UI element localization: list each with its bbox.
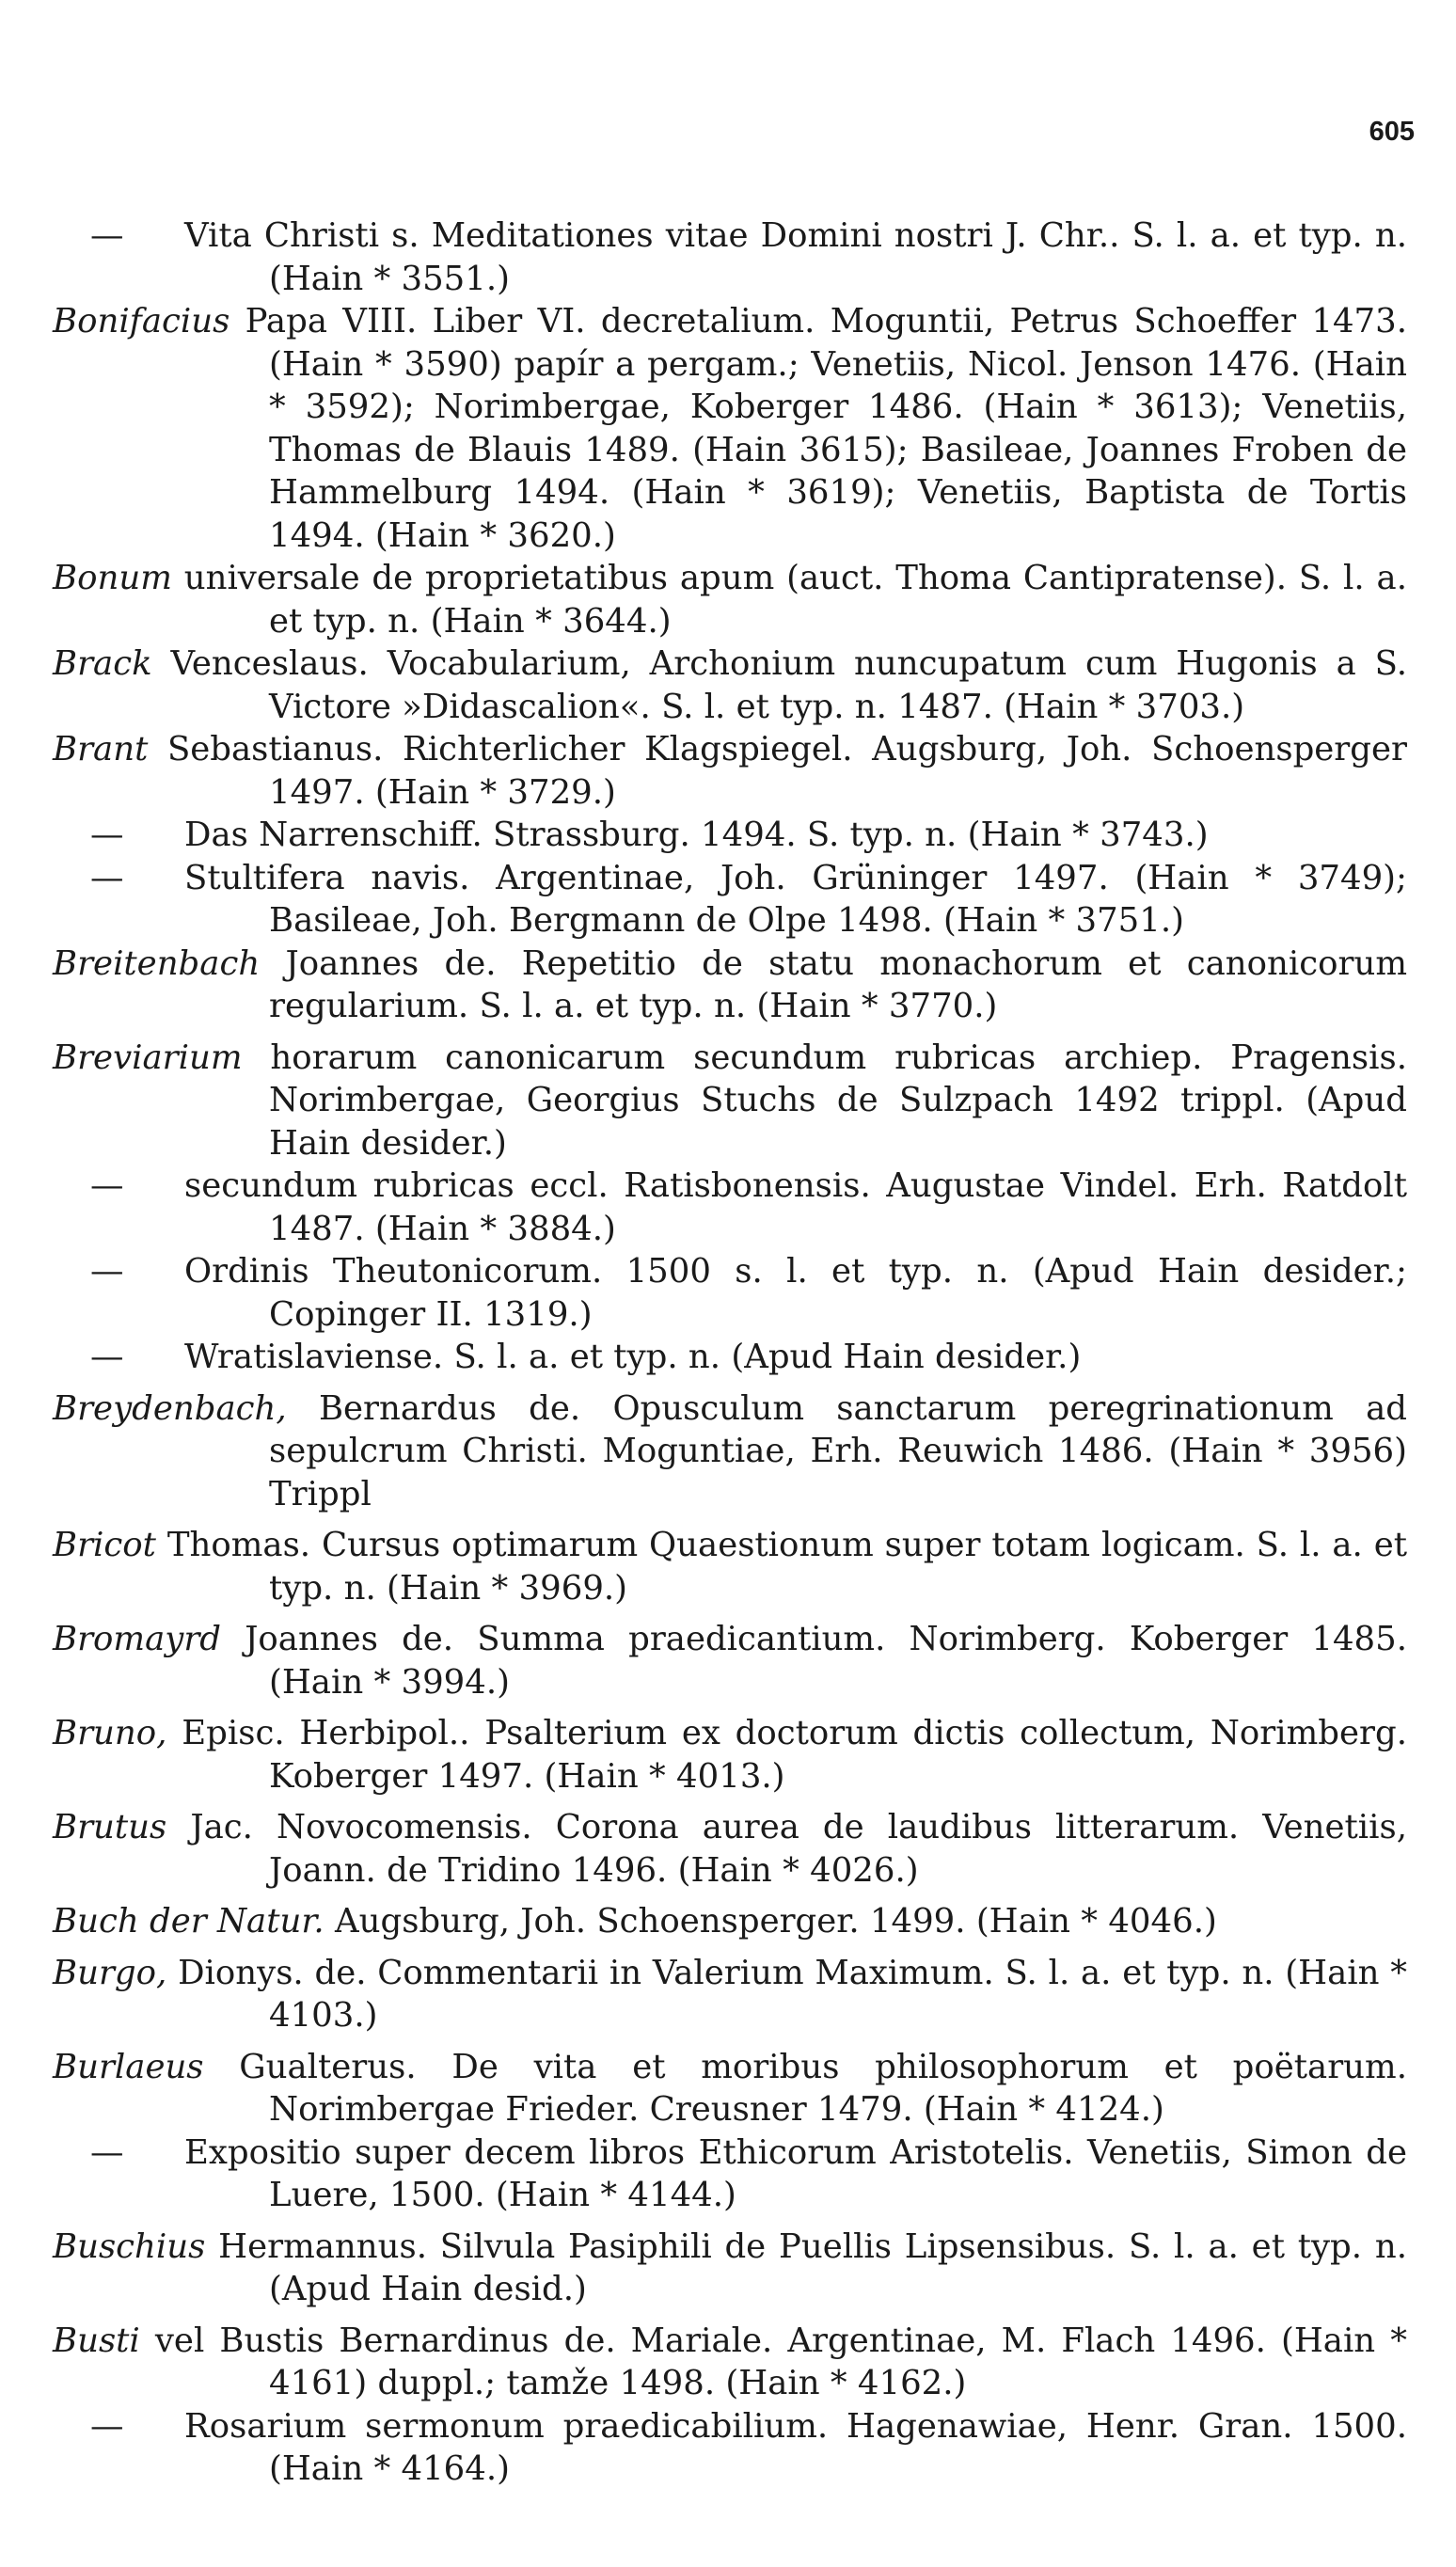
entry-lemma: Breviarium [53,1038,243,1077]
entry-lemma: Bonum [53,559,172,597]
entry-text: Augsburg, Joh. Schoensperger. 1499. (Hain * 4046.) [334,1902,1217,1941]
list-item [53,642,1407,728]
list-item [53,2405,1407,2491]
dash: — [90,816,124,854]
list-item [53,1037,1407,1165]
bibliography-list [53,214,1407,2491]
entry-lemma: Breitenbach [53,943,261,983]
dash: — [90,2406,124,2446]
list-item [53,728,1407,814]
list-item [53,1900,1407,1943]
entry-text: Venceslaus. Vocabularium, Archonium nuncupatum cum Hugonis a S. Victore »Didascalion«. S. l. et typ. n. 1487. (Hain * 3703.) [170,644,1407,726]
dash: — [90,2132,124,2172]
entry-text: Sebastianus. Richterlicher Klagspiegel. Augsburg, Joh. Schoensperger 1497. (Hain * 3729.) [166,730,1407,812]
dash: — [90,858,124,897]
entry-text: Vita Christi s. Meditationes vitae Domini nostri J. Chr.. S. l. a. et typ. n. (Hain * 3551.) [184,216,1407,298]
dash: — [90,1166,124,1205]
entry-text: Joannes de. Summa praedicantium. Norimberg. Koberger 1485. (Hain * 3994.) [245,1620,1407,1702]
list-item [53,1806,1407,1892]
entry-lemma: Brant [53,730,149,769]
list-item [53,1250,1407,1336]
dash: — [90,1338,124,1376]
entry-text: Episc. Herbipol.. Psalterium ex doctorum dictis collectum, Norimberg. Koberger 1497. (Hain * 4013.) [182,1714,1407,1796]
entry-text: Ordinis Theutonicorum. 1500 s. l. et typ. n. (Apud Hain desider.; Copinger II. 1319.) [184,1252,1407,1334]
entry-text: Joannes de. Repetitio de statu monachorum et canonicorum regularium. S. l. a. et typ. n. (Hain * 3770.) [269,943,1407,1025]
entry-text: Expositio super decem libros Ethicorum Aristotelis. Venetiis, Simon de Luere, 1500. (Hain * 4144.) [184,2132,1407,2214]
entry-text: Jac. Novocomensis. Corona aurea de laudibus litterarum. Venetiis, Joann. de Tridino 1496. (Hain * 4026.) [190,1808,1407,1890]
entry-text: Hermannus. Silvula Pasiphili de Puellis Lipsensibus. S. l. a. et typ. n. (Apud Hain desid.) [218,2226,1407,2308]
entry-text: Dionys. de. Commentarii in Valerium Maximum. S. l. a. et typ. n. (Hain * 4103.) [178,1953,1407,2035]
entry-text: Wratislaviense. S. l. a. et typ. n. (Apud Hain desider.) [184,1338,1082,1376]
entry-text: universale de proprietatibus apum (auct. Thoma Cantipratense). S. l. a. et typ. n. (Hain * 3644.) [183,559,1407,641]
entry-text: Gualterus. De vita et moribus philosophorum et poëtarum. Norimbergae Frieder. Creusner 1479. (Hain * 4124.) [239,2047,1407,2129]
entry-lemma: Bruno, [53,1714,167,1752]
entry-lemma: Bromayrd [53,1620,222,1658]
list-item [53,943,1407,1028]
list-item [53,2131,1407,2217]
dash: — [90,1252,124,1291]
list-item [53,1524,1407,1609]
entry-lemma: Burlaeus [53,2047,204,2086]
entry-lemma: Bricot [53,1526,156,1564]
entry-text: Stultifera navis. Argentinae, Joh. Grüninger 1497. (Hain * 3749); Basileae, Joh. Bergmann de Olpe 1498. (Hain * 3751.) [184,858,1407,940]
list-item [53,1952,1407,2037]
entry-text: Thomas. Cursus optimarum Quaestionum super totam logicam. S. l. a. et typ. n. (Hain * 3969.) [166,1526,1407,1608]
dash: — [90,216,124,255]
entry-text: Papa VIII. Liber VI. decretalium. Moguntii, Petrus Schoeffer 1473. (Hain * 3590) papír a pergam.; Venetiis, Nicol. Jenson 1476. (Hain * 3592); Norimbergae, Koberger 1486. (Hain * 3613); Venetiis, Thomas de Blauis 1489. (Hain 3615); Basileae, Joannes Froben de Hammelburg 1494. (Hain * 3619); Venetiis, Baptista de Tortis 1494. (Hain * 3620.) [245,302,1407,555]
list-item [53,1165,1407,1250]
entry-text: vel Bustis Bernardinus de. Mariale. Argentinae, M. Flach 1496. (Hain * 4161) duppl.; tamže 1498. (Hain * 4162.) [154,2321,1407,2402]
list-item [53,214,1407,300]
entry-text: secundum rubricas eccl. Ratisbonensis. Augustae Vindel. Erh. Ratdolt 1487. (Hain * 3884.) [184,1166,1407,1248]
entry-text: horarum canonicarum secundum rubricas archiep. Pragensis. Norimbergae, Georgius Stuchs de Sulzpach 1492 trippl. (Apud Hain desider.) [269,1038,1407,1163]
page-number: 605 [1369,117,1415,147]
list-item [53,814,1407,857]
entry-lemma: Burgo, [53,1953,167,1992]
list-item [53,300,1407,557]
list-item [53,2226,1407,2311]
entry-lemma: Breydenbach, [53,1388,287,1428]
list-item [53,1618,1407,1703]
list-item [53,1336,1407,1379]
list-item [53,2320,1407,2405]
list-item [53,557,1407,642]
entry-text: Rosarium sermonum praedicabilium. Hagenawiae, Henr. Gran. 1500. (Hain * 4164.) [184,2406,1407,2488]
list-item [53,2046,1407,2131]
entry-lemma: Buschius [53,2226,206,2266]
entry-text: Bernardus de. Opusculum sanctarum peregrinationum ad sepulcrum Christi. Moguntiae, Erh. Reuwich 1486. (Hain * 3956) Trippl [269,1388,1407,1513]
list-item [53,1712,1407,1798]
entry-lemma: Bonifacius [53,302,230,341]
entry-lemma: Brutus [53,1808,167,1846]
entry-lemma: Busti [53,2321,140,2360]
list-item [53,857,1407,943]
entry-text: Das Narrenschiff. Strassburg. 1494. S. typ. n. (Hain * 3743.) [184,816,1209,854]
entry-lemma: Brack [53,644,152,683]
list-item [53,1387,1407,1516]
entry-lemma: Buch der Natur. [53,1902,324,1941]
